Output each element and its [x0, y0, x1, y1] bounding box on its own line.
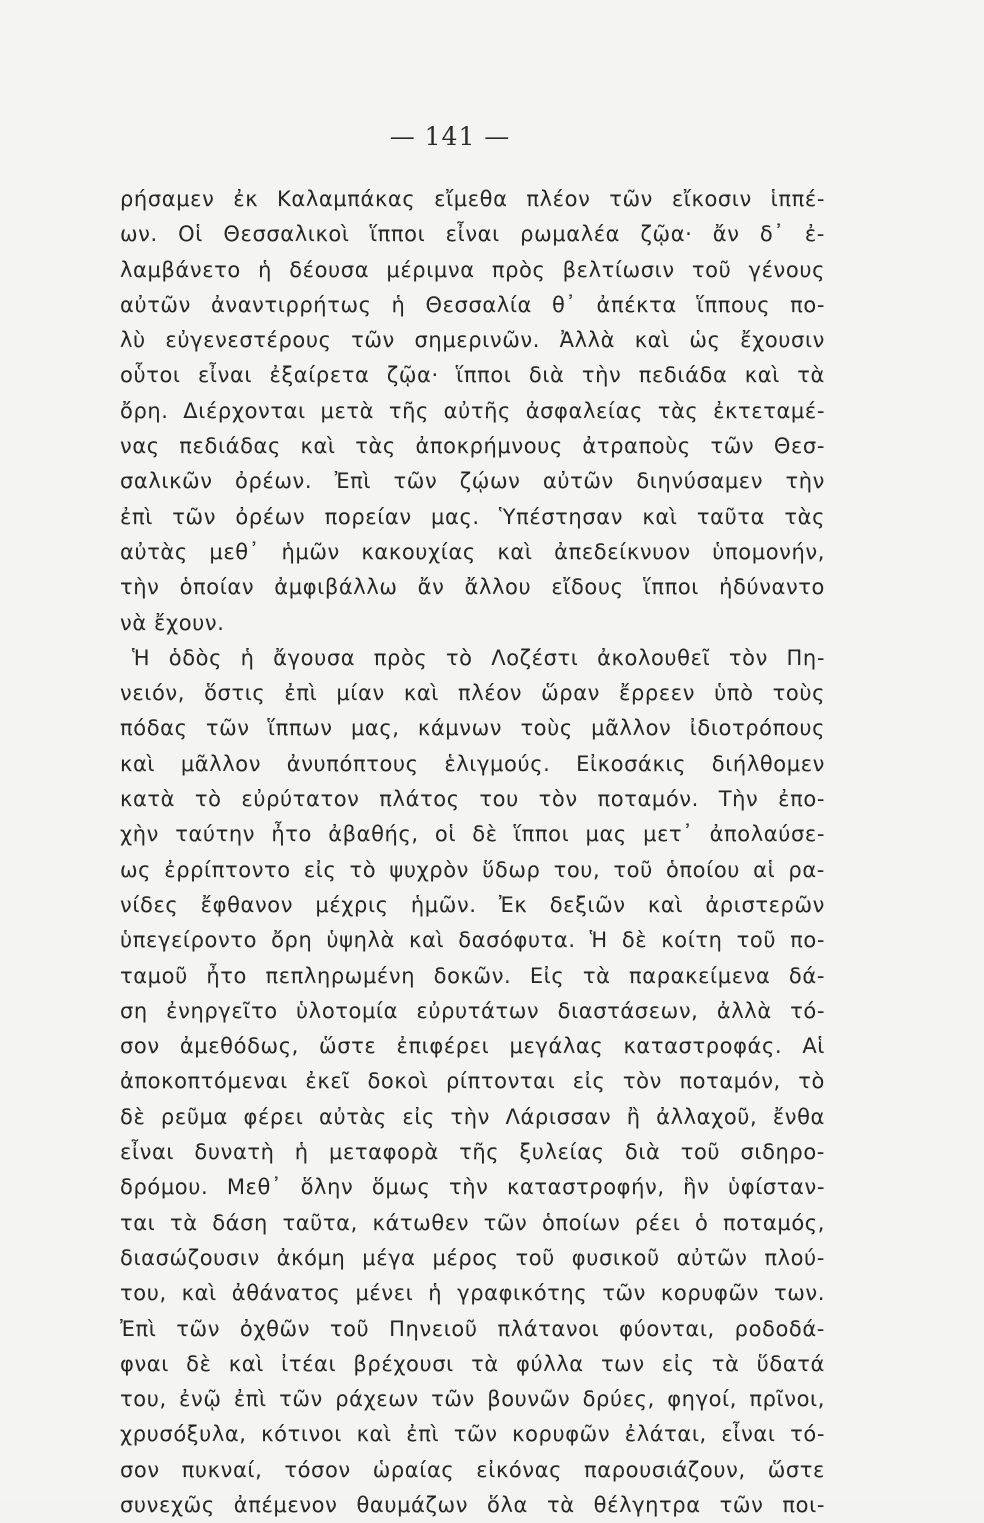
text-line: εἶναι δυνατὴ ἡ μεταφορὰ τῆς ξυλείας διὰ τοῦ σιδηρο-	[120, 1140, 825, 1165]
page-number: — 141 —	[389, 122, 511, 151]
text-line: ὑπεγείροντο ὄρη ὑψηλὰ καὶ δασόφυτα. Ἡ δὲ κοίτη τοῦ πο-	[120, 928, 825, 953]
text-line: ὄρη. Διέρχονται μετὰ τῆς αὐτῆς ἀσφαλείας τὰς ἐκτεταμέ-	[120, 398, 825, 423]
text-line: τὴν ὁποίαν ἀμφιβάλλω ἄν ἄλλου εἴδους ἵπποι ἠδύναντο	[120, 575, 825, 600]
text-line: οὗτοι εἶναι ἐξαίρετα ζῷα· ἵπποι διὰ τὴν πεδιάδα καὶ τὰ	[120, 363, 825, 388]
text-line: νίδες ἔφθανον μέχρις ἡμῶν. Ἐκ δεξιῶν καὶ ἀριστερῶν	[120, 892, 825, 917]
text-line: δὲ ρεῦμα φέρει αὐτὰς εἰς τὴν Λάρισσαν ἢ ἀλλαχοῦ, ἔνθα	[120, 1104, 825, 1129]
text-line: ἐπὶ τῶν ὀρέων πορείαν μας. Ὑπέστησαν καὶ ταῦτα τὰς	[120, 504, 825, 529]
text-line: ἀποκοπτόμεναι ἐκεῖ δοκοὶ ρίπτονται εἰς τὸν ποταμόν, τὸ	[120, 1069, 825, 1094]
text-line: νας πεδιάδας καὶ τὰς ἀποκρήμνους ἀτραποὺς τῶν Θεσ-	[120, 434, 825, 459]
body-text	[120, 182, 825, 1523]
text-line: λαμβάνετο ἡ δέουσα μέριμνα πρὸς βελτίωσιν τοῦ γένους	[120, 257, 825, 282]
text-line: πόδας τῶν ἵππων μας, κάμνων τοὺς μᾶλλον ἰδιοτρόπους	[120, 716, 825, 741]
text-line: Ἐπὶ τῶν ὀχθῶν τοῦ Πηνειοῦ πλάτανοι φύονται, ροδοδά-	[120, 1316, 825, 1341]
text-line: ταμοῦ ἦτο πεπληρωμένη δοκῶν. Εἰς τὰ παρακείμενα δά-	[120, 963, 825, 988]
text-line: του, ἐνῷ ἐπὶ τῶν ράχεων τῶν βουνῶν δρύες, φηγοί, πρῖνοι,	[120, 1387, 825, 1412]
text-line: κατὰ τὸ εὐρύτατον πλάτος του τὸν ποταμόν. Τὴν ἐπο-	[120, 787, 825, 812]
text-line: δρόμου. Μεθ᾽ ὅλην ὅμως τὴν καταστροφήν, ἣν ὑφίσταν-	[120, 1175, 825, 1200]
text-line: ρήσαμεν ἐκ Καλαμπάκας εἴμεθα πλέον τῶν εἴκοσιν ἱππέ-	[120, 187, 825, 211]
text-line: ως ἐρρίπτοντο εἰς τὸ ψυχρὸν ὕδωρ του, τοῦ ὁποίου αἱ ρα-	[120, 857, 825, 882]
text-line: αὐτῶν ἀναντιρρήτως ἡ Θεσσαλία θ᾽ ἀπέκτα ἵππους πο-	[120, 292, 825, 317]
text-line: αὐτὰς μεθ᾽ ἡμῶν κακουχίας καὶ ἀπεδείκνυον ὑπομονήν,	[120, 539, 825, 564]
text-line: νὰ ἔχουν.	[120, 610, 225, 635]
text-line: ση ἐνηργεῖτο ὑλοτομία εὐρυτάτων διαστάσεων, ἀλλὰ τό-	[120, 998, 825, 1023]
text-line: χρυσόξυλα, κότινοι καὶ ἐπὶ τῶν κορυφῶν ἐλάται, εἶναι τό-	[120, 1422, 825, 1447]
text-line: νειόν, ὅστις ἐπὶ μίαν καὶ πλέον ὥραν ἔρρεεν ὑπὸ τοὺς	[120, 681, 825, 706]
text-line: συνεχῶς ἀπέμενον θαυμάζων ὅλα τὰ θέλγητρα τῶν ποι-	[120, 1492, 825, 1517]
text-line: ων. Οἱ Θεσσαλικοὶ ἵπποι εἶναι ρωμαλέα ζῷα· ἄν δ᾽ ἐ-	[120, 222, 825, 247]
text-line: του, καὶ ἀθάνατος μένει ἡ γραφικότης τῶν κορυφῶν των.	[120, 1281, 825, 1306]
text-line: διασώζουσιν ἀκόμη μέγα μέρος τοῦ φυσικοῦ αὐτῶν πλού-	[120, 1245, 825, 1270]
text-line: χὴν ταύτην ἦτο ἀβαθής, οἱ δὲ ἵπποι μας μετ᾽ ἀπολαύσε-	[120, 822, 825, 847]
text-line: σαλικῶν ὀρέων. Ἐπὶ τῶν ζῴων αὐτῶν διηνύσαμεν τὴν	[120, 469, 825, 494]
text-line: σον ἀμεθόδως, ὥστε ἐπιφέρει μεγάλας καταστροφάς. Αἱ	[120, 1034, 825, 1059]
text-line: σον πυκναί, τόσον ὡραίας εἰκόνας παρουσιάζουν, ὥστε	[120, 1457, 825, 1482]
text-line: φναι δὲ καὶ ἰτέαι βρέχουσι τὰ φύλλα των εἰς τὰ ὕδατά	[120, 1351, 825, 1376]
text-line: ται τὰ δάση ταῦτα, κάτωθεν τῶν ὁποίων ρέει ὁ ποταμός,	[120, 1210, 825, 1235]
text-line: λὺ εὐγενεστέρους τῶν σημερινῶν. Ἀλλὰ καὶ ὡς ἔχουσιν	[120, 328, 825, 353]
text-line: καὶ μᾶλλον ἀνυπόπτους ἑλιγμούς. Εἰκοσάκις διήλθομεν	[120, 751, 825, 776]
text-line: Ἡ ὁδὸς ἡ ἄγουσα πρὸς τὸ Λοζέστι ἀκολουθεῖ τὸν Πη-	[132, 645, 825, 670]
